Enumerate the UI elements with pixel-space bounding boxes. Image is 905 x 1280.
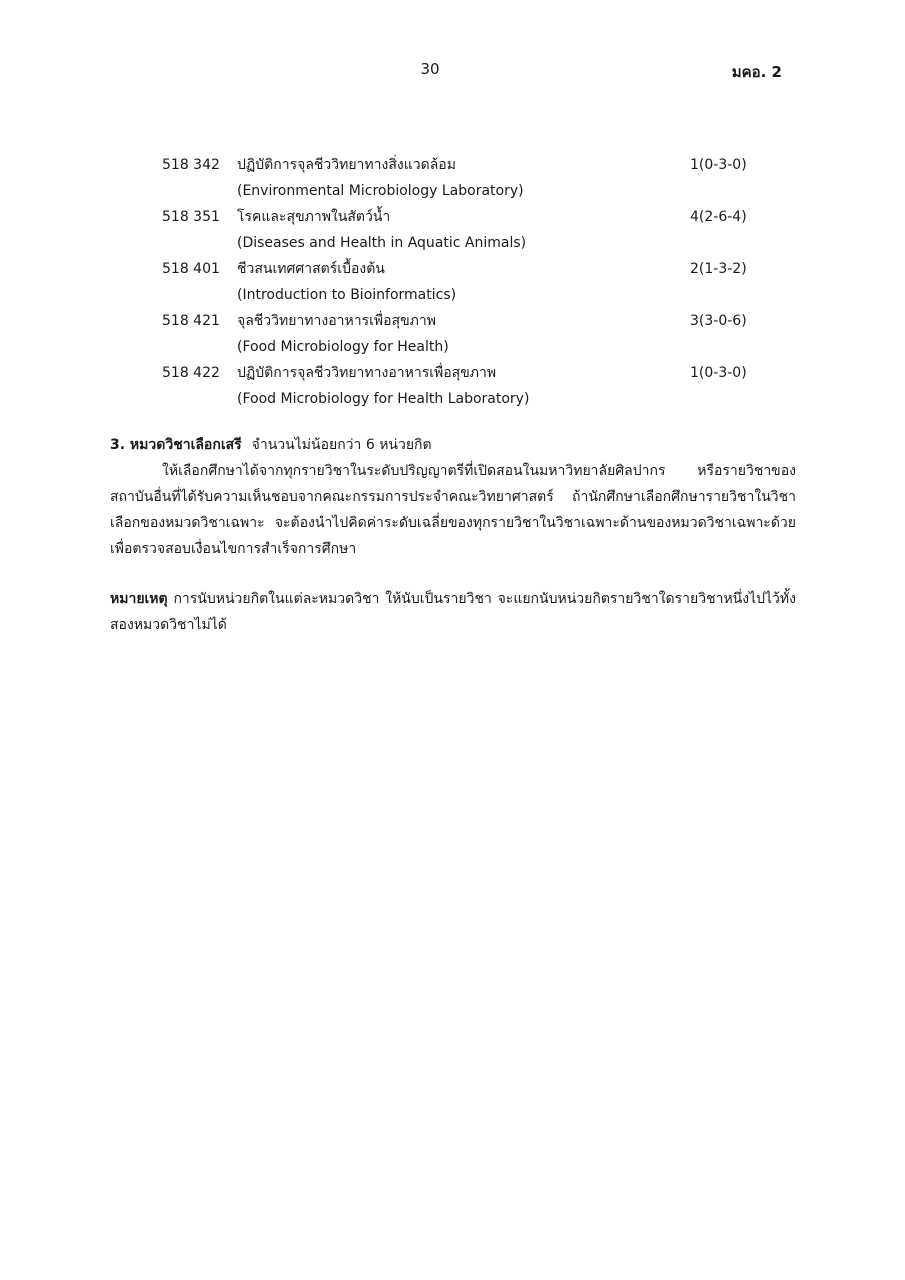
course-credits: 4(2-6-4) <box>690 209 747 225</box>
course-credits: 1(0-3-0) <box>690 365 747 381</box>
section-title: 3. หมวดวิชาเลือกเสรี <box>110 437 242 453</box>
note-text: การนับหน่วยกิตในแต่ละหมวดวิชา ให้นับเป็นรายวิชา จะแยกนับหน่วยกิตรายวิชาใดรายวิชาหนึ่งไปไว้ทั้งสองหมวดวิชาไม่ได้ <box>110 591 796 633</box>
course-name-thai: ชีวสนเทศศาสตร์เบื้องต้น <box>237 261 385 277</box>
course-item <box>0 361 905 413</box>
course-name-english: (Food Microbiology for Health Laboratory) <box>237 391 530 407</box>
course-code: 518 422 <box>162 365 220 381</box>
course-name-thai: ปฏิบัติการจุลชีววิทยาทางสิ่งแวดล้อม <box>237 157 456 173</box>
course-code: 518 351 <box>162 209 220 225</box>
course-name-thai: ปฏิบัติการจุลชีววิทยาทางอาหารเพื่อสุขภาพ <box>237 365 497 381</box>
course-item <box>0 153 905 205</box>
course-code: 518 421 <box>162 313 220 329</box>
course-list <box>0 153 905 413</box>
course-name-english: (Introduction to Bioinformatics) <box>237 287 457 303</box>
course-code: 518 401 <box>162 261 220 277</box>
course-item <box>0 257 905 309</box>
credit-requirement: จำนวนไม่น้อยกว่า 6 หน่วยกิต <box>251 437 432 453</box>
note-label: หมายเหตุ <box>110 591 168 607</box>
course-name-english: (Food Microbiology for Health) <box>237 339 449 355</box>
course-item <box>0 205 905 257</box>
section-body-text: ให้เลือกศึกษาได้จากทุกรายวิชาในระดับปริญญาตรีที่เปิดสอนในมหาวิทยาลัยศิลปากร หรือรายวิชาของสถาบันอื่นที่ได้รับความเห็นชอบจากคณะกรรมการประจำคณะวิทยาศาสตร์ ถ้านักศึกษาเลือกศึกษารายวิชาในวิชาเลือกของหมวดวิชาเฉพาะ จะต้องนำไปคิดค่าระดับเฉลี่ยของทุกรายวิชาในวิชาเฉพาะด้านของหมวดวิชาเฉพาะด้วยเพื่อตรวจสอบเงื่อนไขการสำเร็จการศึกษา <box>110 463 796 557</box>
course-name-thai: จุลชีววิทยาทางอาหารเพื่อสุขภาพ <box>237 313 436 329</box>
note-paragraph <box>110 586 796 638</box>
course-code: 518 342 <box>162 157 220 173</box>
page-number: 30 <box>420 60 440 78</box>
free-elective-section <box>110 432 796 562</box>
course-credits: 3(3-0-6) <box>690 313 747 329</box>
document-code: มคอ. 2 <box>731 63 782 81</box>
course-name-english: (Diseases and Health in Aquatic Animals) <box>237 235 527 251</box>
section-heading <box>110 432 796 458</box>
course-name-english: (Environmental Microbiology Laboratory) <box>237 183 524 199</box>
course-item <box>0 309 905 361</box>
course-credits: 1(0-3-0) <box>690 157 747 173</box>
course-name-thai: โรคและสุขภาพในสัตว์น้ำ <box>237 209 391 225</box>
course-credits: 2(1-3-2) <box>690 261 747 277</box>
